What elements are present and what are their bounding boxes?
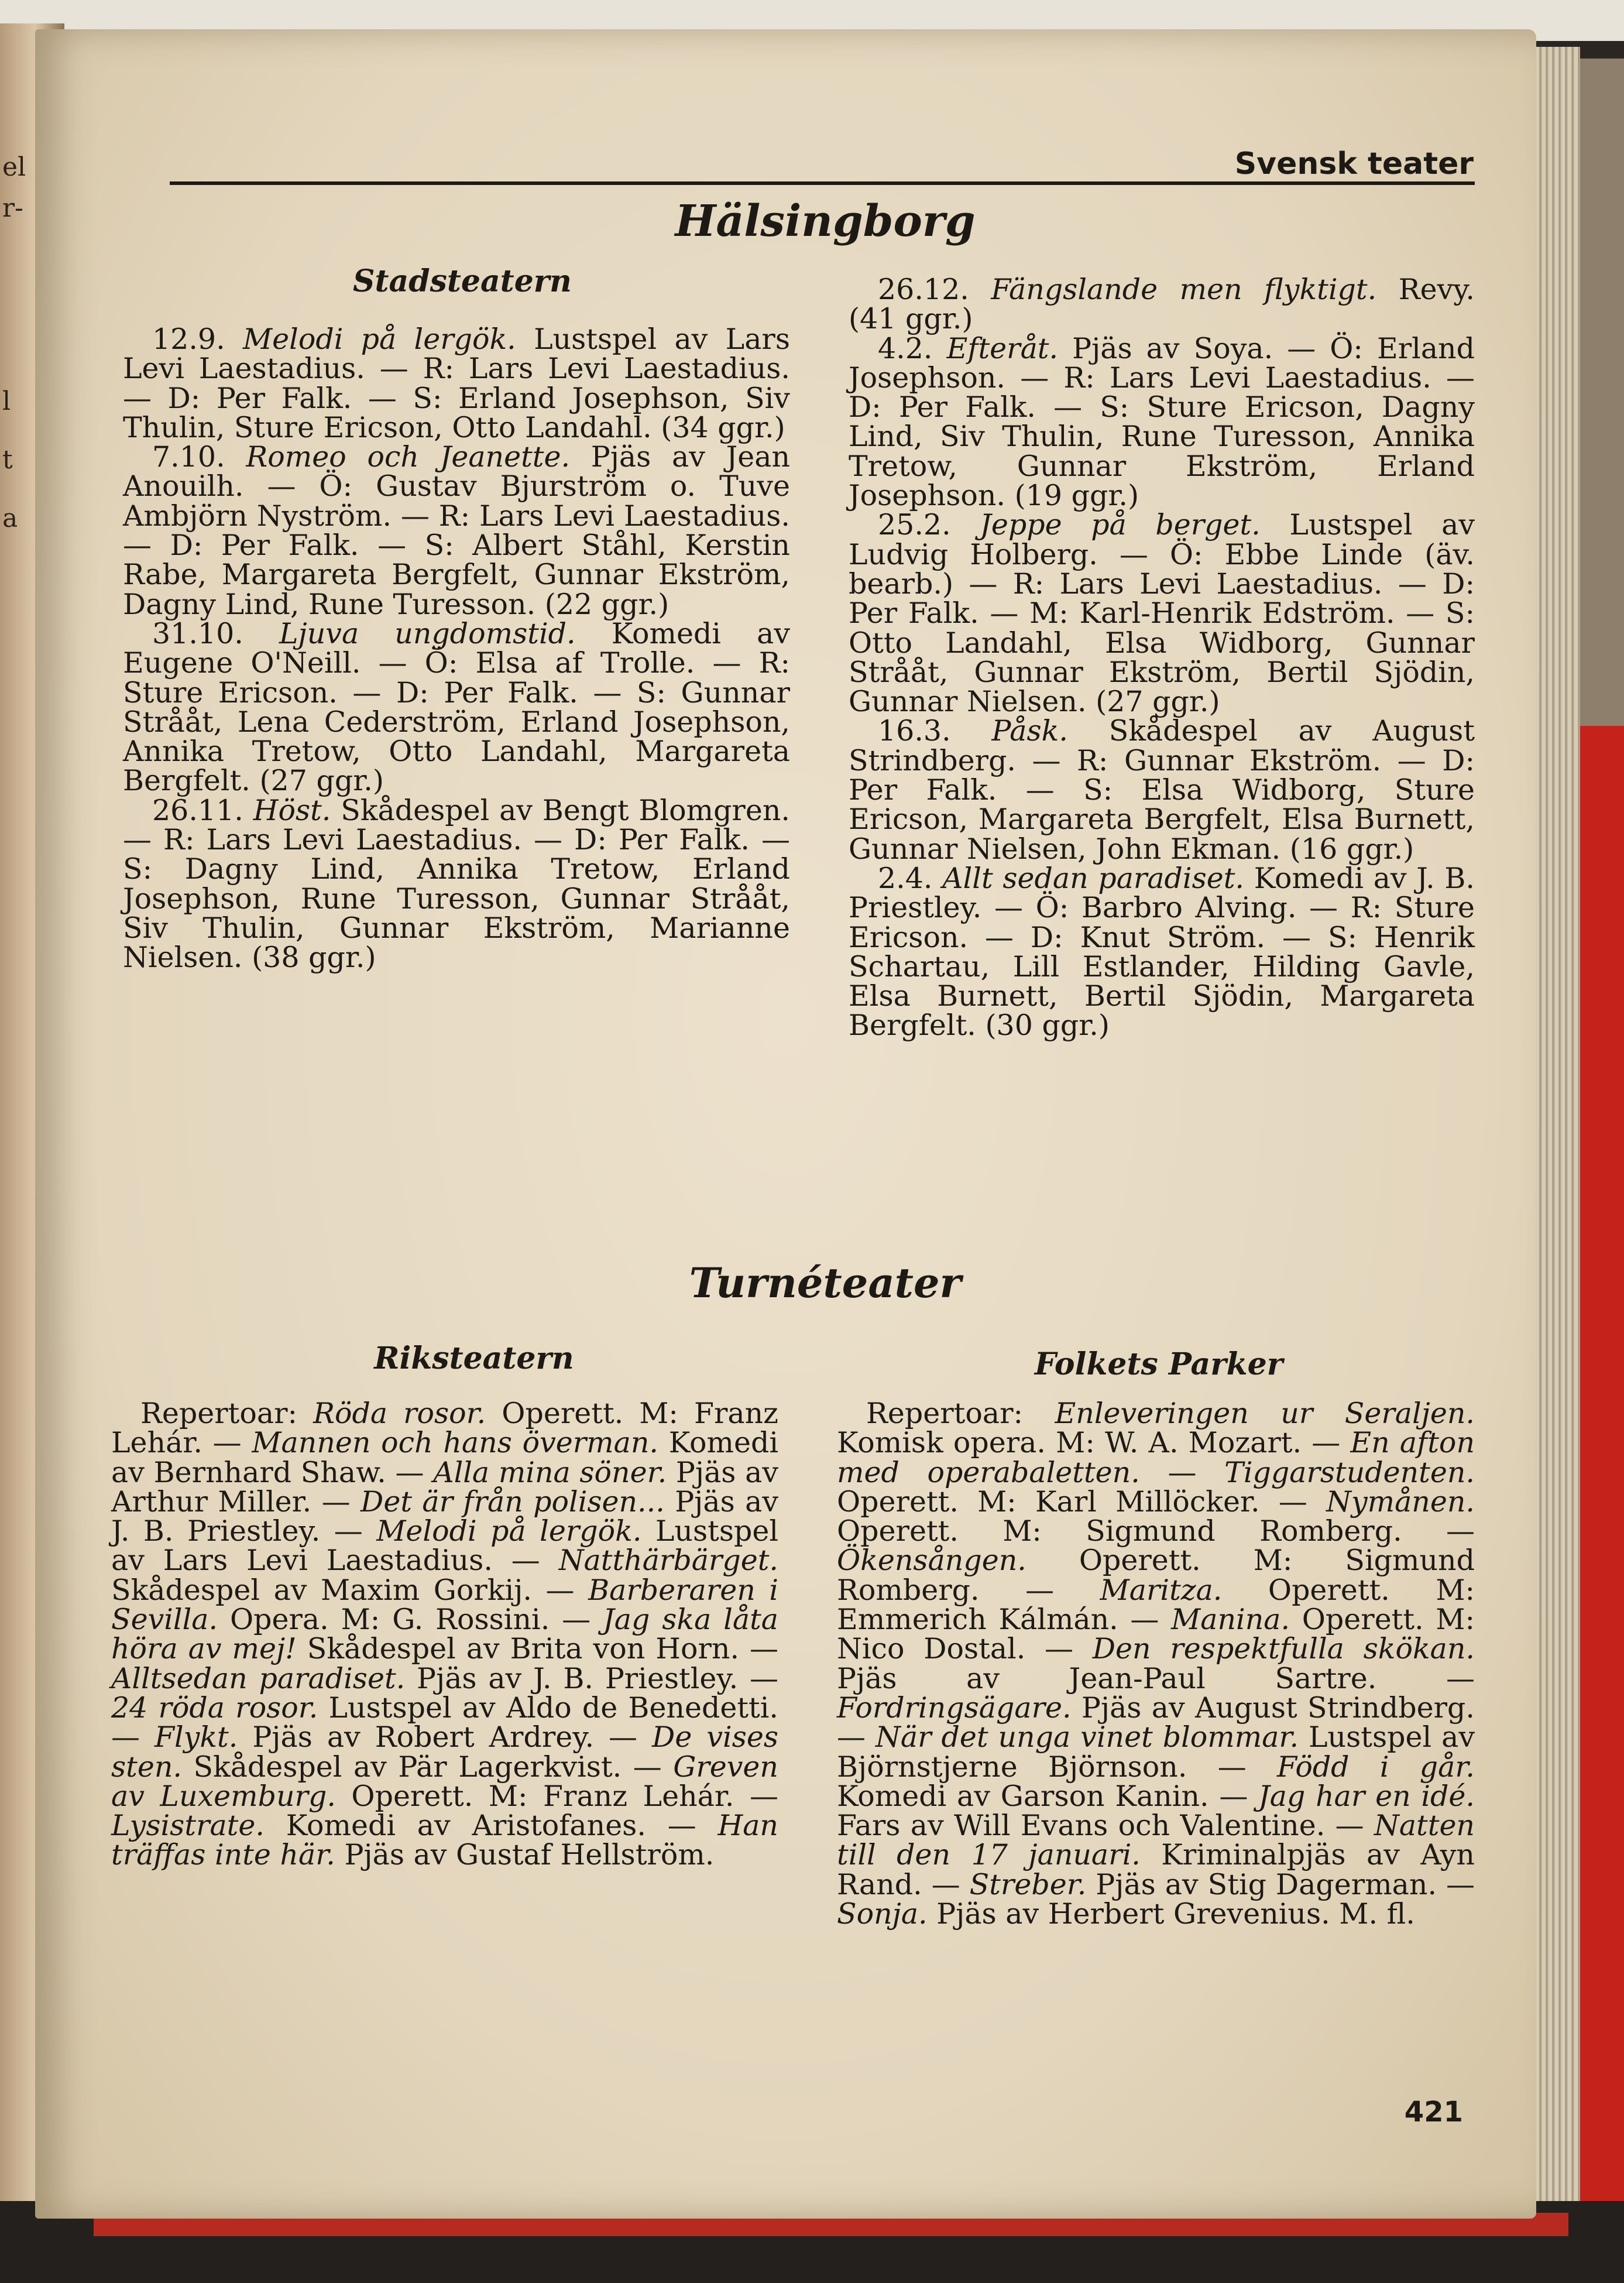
play-title: Flykt. [154, 1720, 238, 1754]
page-number: 421 [1404, 2096, 1463, 2128]
repertoire-segment: Operett. M: Franz Lehár. — [111, 1397, 778, 1460]
play-title: Den respektfulla skökan. [1092, 1632, 1475, 1666]
production-entry [123, 793, 790, 975]
repertoire-segment: Repertoar: [866, 1397, 1055, 1430]
play-title: Natten till den 17 januari. [837, 1809, 1475, 1872]
entry-date: 16.3. [878, 714, 951, 748]
repertoire-segment: Operett. M: Emmerich Kálmán. — [837, 1573, 1475, 1637]
entry-date: 2.4. [878, 861, 933, 895]
entry-title: Efteråt. [946, 331, 1059, 365]
left-fragment: t [2, 445, 13, 475]
repertoire-segment: Repertoar: [140, 1397, 314, 1430]
play-title: Maritza. [1100, 1573, 1223, 1607]
repertoire-segment: Skådespel av Brita von Horn. — [296, 1632, 778, 1666]
play-title: 24 röda rosor. [111, 1691, 318, 1725]
repertoire-segment: Skådespel av Pär Lagerkvist. — [181, 1750, 674, 1784]
entry-title: Allt sedan paradiset. [942, 861, 1244, 895]
entry-title: Jeppe på berget. [980, 508, 1261, 542]
entry-date: 31.10. [152, 616, 243, 650]
repertoire-segment: — [1139, 1455, 1225, 1489]
production-entry [123, 616, 790, 798]
production-entry [123, 325, 790, 443]
repertoire-segment: Pjäs av Gustaf Hellström. [335, 1838, 715, 1872]
play-title: Fordringsägare. [837, 1691, 1072, 1725]
theatre-name-riksteatern: Riksteatern [374, 1341, 574, 1376]
repertoire-segment: Operett. M: Nico Dostal. — [837, 1603, 1475, 1666]
left-fragment: r- [2, 193, 23, 223]
entry-text: Komedi av J. B. Priestley. — Ö: Barbro Alving. — R: Sture Ericson. — D: Knut Ström. — S: Henrik Schartau, Lill Estlander, Hilding Gavle, Elsa Burnett, Bertil Sjödin, Margareta Bergfelt. (30 ggr.) [849, 861, 1475, 1043]
left-fragment: l [2, 386, 11, 416]
production-entry [123, 440, 791, 621]
repertoire-segment: Operett. M: Franz Lehár. — [335, 1779, 778, 1813]
column-right-stadsteatern [849, 275, 1475, 1041]
left-fragment: el [2, 152, 26, 182]
play-title: Melodi på lergök. [376, 1514, 642, 1548]
play-title: Tiggarstudenten. [1224, 1455, 1475, 1489]
theatre-name-stadsteatern: Stadsteatern [352, 263, 572, 299]
repertoire-segment: Operett. M: Karl Millöcker. — [837, 1485, 1327, 1518]
play-title: Det är från polisen... [360, 1485, 665, 1518]
production-entry [849, 714, 1475, 866]
entry-title: Ljuva ungdomstid. [279, 616, 576, 650]
repertoire-segment: Kriminalpjäs av Ayn Rand. — [837, 1838, 1475, 1901]
entry-date: 4.2. [878, 331, 933, 365]
entry-title: Fängslande men flyktigt. [991, 273, 1377, 306]
play-title: En afton med operabaletten. [837, 1426, 1475, 1489]
entry-title: Höst. [253, 793, 331, 827]
play-title: Sonja. [837, 1897, 928, 1931]
play-title: Alla mina söner. [433, 1455, 667, 1489]
section-title-turneteater: Turnéteater [689, 1259, 962, 1307]
repertoire-segment: Komedi av Aristofanes. — [264, 1809, 718, 1843]
play-title: Jag ska låta höra av mej! [111, 1603, 778, 1666]
play-title: Greven av Luxemburg. [111, 1750, 778, 1813]
production-entry [849, 331, 1475, 513]
play-title: Streber. [969, 1867, 1087, 1901]
repertoire-segment: Skådespel av Maxim Gorkij. — [111, 1573, 589, 1607]
play-title: Född i går. [1277, 1750, 1475, 1784]
play-title: Jag har en idé. [1258, 1779, 1475, 1813]
entry-title: Romeo och Jeanette. [246, 440, 571, 474]
entry-date: 26.12. [878, 273, 969, 306]
repertoire-text [837, 1399, 1475, 1929]
entry-date: 26.11. [152, 793, 243, 827]
repertoire-segment: Pjäs av Robert Ardrey. — [238, 1720, 653, 1754]
play-title: Han träffas inte här. [111, 1809, 778, 1872]
entry-date: 25.2. [878, 508, 951, 542]
production-entry [849, 275, 1475, 334]
play-title: Nymånen. [1326, 1485, 1475, 1518]
repertoire-segment: Opera. M: G. Rossini. — [218, 1603, 603, 1637]
repertoire-segment: Lustspel av Björnstjerne Björnson. — [837, 1720, 1475, 1784]
repertoire-segment: Lustspel av Lars Levi Laestadius. — [111, 1514, 779, 1578]
running-head: Svensk teater [1234, 146, 1474, 181]
repertoire-segment: Pjäs av Herbert Grevenius. M. fl. [927, 1897, 1415, 1931]
theatre-name-folkets-parker: Folkets Parker [1034, 1346, 1283, 1382]
entry-title: Melodi på lergök. [242, 323, 516, 356]
entry-title: Påsk. [991, 714, 1068, 748]
production-entry [849, 861, 1475, 1043]
entry-text: Lustspel av Lars Levi Laestadius. — R: Lars Levi Laestadius. — D: Per Falk. — S: Erland Josephson, Siv Thulin, Sture Ericson, Otto Landahl. (34 ggr.) [123, 323, 790, 444]
book-page [35, 29, 1536, 2219]
repertoire-segment: Fars av Will Evans och Valentine. — [837, 1809, 1374, 1843]
column-left-stadsteatern [123, 325, 790, 973]
repertoire-segment: Pjäs av Arthur Miller. — [111, 1455, 779, 1518]
repertoire-segment: Komedi av Bernhard Shaw. — [111, 1426, 778, 1489]
repertoire-segment: Operett. M: Sigmund Romberg. — [837, 1514, 1475, 1548]
play-title: Röda rosor. [313, 1397, 486, 1430]
section-title-halsingborg: Hälsingborg [675, 196, 976, 246]
repertoire-segment: Pjäs av Stig Dagerman. — [1086, 1867, 1475, 1901]
play-title: De vises sten. [111, 1720, 778, 1784]
repertoire-text [111, 1399, 778, 1870]
play-title: Alltsedan paradiset. [111, 1661, 406, 1695]
column-riksteatern [111, 1399, 778, 1870]
column-folkets-parker [837, 1399, 1475, 1929]
repertoire-segment: Komedi av Garson Kanin. — [837, 1779, 1259, 1813]
entry-date: 12.9. [152, 323, 225, 356]
repertoire-segment: Pjäs av J. B. Priestley. — [405, 1661, 778, 1695]
play-title: Lysistrate. [111, 1809, 265, 1843]
entry-text: Skådespel av August Strindberg. — R: Gunnar Ekström. — D: Per Falk. — S: Elsa Widborg, Sture Ericson, Margareta Bergfelt, Elsa Burnett, Gunnar Nielsen, John Ekman. (16 ggr.) [849, 714, 1475, 866]
play-title: Enleveringen ur Seraljen. [1055, 1397, 1475, 1430]
play-title: När det unga vinet blommar. [875, 1720, 1299, 1754]
entry-date: 7.10. [152, 440, 225, 474]
left-fragment: a [2, 503, 18, 533]
play-title: Natthärbärget. [558, 1544, 778, 1578]
repertoire-segment: Komisk opera. M: W. A. Mozart. — [837, 1426, 1351, 1460]
play-title: Mannen och hans överman. [252, 1426, 658, 1460]
repertoire-segment: Pjäs av J. B. Priestley. — [111, 1485, 778, 1548]
repertoire-segment: Pjäs av Jean-Paul Sartre. — [837, 1661, 1475, 1695]
entry-text: Revy. (41 ggr.) [849, 273, 1475, 336]
entry-text: Skådespel av Bengt Blomgren. — R: Lars Levi Laestadius. — D: Per Falk. — S: Dagny Lind, Annika Tretow, Erland Josephson, Rune Turesson, Gunnar Strååt, Siv Thulin, Gunnar Ekström, Marianne Nielsen. (38 ggr.) [123, 793, 790, 975]
entry-text: Komedi av Eugene O'Neill. — Ö: Elsa af Trolle. — R: Sture Ericson. — D: Per Falk. — S: Gunnar Strååt, Lena Cederström, Erland Josephson, Annika Tretow, Otto Landahl, Margareta Bergfelt. (27 ggr.) [123, 616, 790, 798]
repertoire-segment: Operett. M: Sigmund Romberg. — [837, 1544, 1475, 1607]
play-title: Manina. [1171, 1603, 1290, 1637]
play-title: Barberaren i Sevilla. [111, 1573, 778, 1637]
entry-text: Pjäs av Soya. — Ö: Erland Josephson. — R: Lars Levi Laestadius. — D: Per Falk. — S: Sture Ericson, Dagny Lind, Siv Thulin, Rune Turesson, Annika Tretow, Gunnar Ekström, Erland Josephson. (19 ggr.) [849, 331, 1475, 513]
play-title: Ökensången. [837, 1544, 1026, 1578]
production-entry [849, 510, 1475, 717]
entry-text: Lustspel av Ludvig Holberg. — Ö: Ebbe Linde (äv. bearb.) — R: Lars Levi Laestadius. — D: Per Falk. — M: Karl-Henrik Edström. — S: Otto Landahl, Elsa Widborg, Gunnar Strååt, Gunnar Ekström, Bertil Sjödin, Gunnar Nielsen. (27 ggr.) [849, 508, 1475, 719]
repertoire-segment: Lustspel av Aldo de Benedetti. — [111, 1691, 778, 1754]
header-rule [170, 181, 1475, 185]
repertoire-segment: Pjäs av August Strindberg. — [837, 1691, 1475, 1754]
entry-text: Pjäs av Jean Anouilh. — Ö: Gustav Bjurström o. Tuve Ambjörn Nyström. — R: Lars Levi Laestadius. — D: Per Falk. — S: Albert Ståhl, Kerstin Rabe, Margareta Bergfelt, Gunnar Ekström, Dagny Lind, Rune Turesson. (22 ggr.) [123, 440, 791, 621]
